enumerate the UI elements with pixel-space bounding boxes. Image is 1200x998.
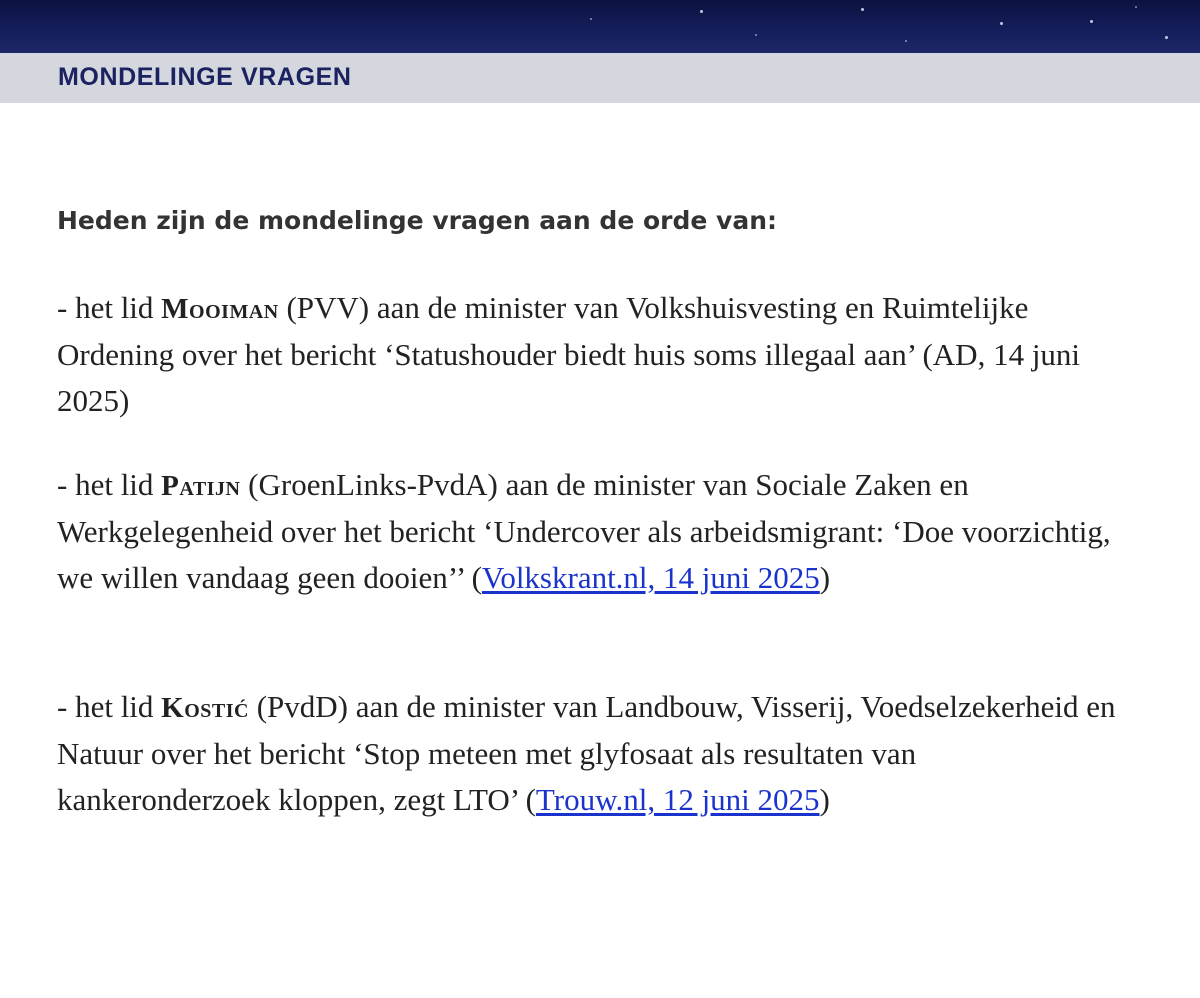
source-link[interactable]: Volkskrant.nl, 14 juni 2025	[481, 560, 820, 595]
member-name: Patijn	[161, 470, 241, 502]
item-text: (PVV) aan de minister van Volkshuisvesting en Ruimtelijke Ordening over het bericht ‘Statushouder biedt huis soms illegaal aan’ (AD, 14 juni 2025)	[57, 290, 1081, 418]
question-item	[57, 285, 1137, 424]
star-decoration	[700, 10, 703, 13]
item-prefix: - het lid	[57, 689, 162, 724]
member-name: Kostić	[161, 692, 249, 724]
item-prefix: - het lid	[57, 467, 162, 502]
item-prefix: - het lid	[57, 290, 162, 325]
star-decoration	[905, 40, 907, 42]
star-decoration	[590, 18, 592, 20]
question-item	[57, 462, 1137, 601]
section-title: MONDELINGE VRAGEN	[58, 63, 352, 91]
starry-header-band	[0, 0, 1200, 53]
star-decoration	[1090, 20, 1093, 23]
star-decoration	[1165, 36, 1168, 39]
question-item	[57, 684, 1137, 823]
item-text: (PvdD) aan de minister van Landbouw, Visserij, Voedselzekerheid en Natuur over het bericht ‘Stop meteen met glyfosaat als resultaten van kankeronderzoek kloppen, zegt LTO’ (	[57, 689, 1116, 817]
star-decoration	[861, 8, 864, 11]
star-decoration	[1135, 6, 1137, 8]
item-text: (GroenLinks-PvdA) aan de minister van Sociale Zaken en Werkgelegenheid over het bericht ‘Undercover als arbeidsmigrant: ‘Doe voorzichtig, we willen vandaag geen dooien’’ (	[57, 467, 1111, 595]
item-suffix: )	[819, 560, 831, 595]
star-decoration	[755, 34, 757, 36]
item-suffix: )	[819, 782, 830, 817]
source-link[interactable]: Trouw.nl, 12 juni 2025	[535, 782, 820, 817]
section-header-bar	[0, 53, 1200, 103]
member-name: Mooiman	[161, 293, 279, 325]
star-decoration	[1000, 22, 1003, 25]
intro-heading: Heden zijn de mondelinge vragen aan de orde van:	[57, 206, 778, 235]
